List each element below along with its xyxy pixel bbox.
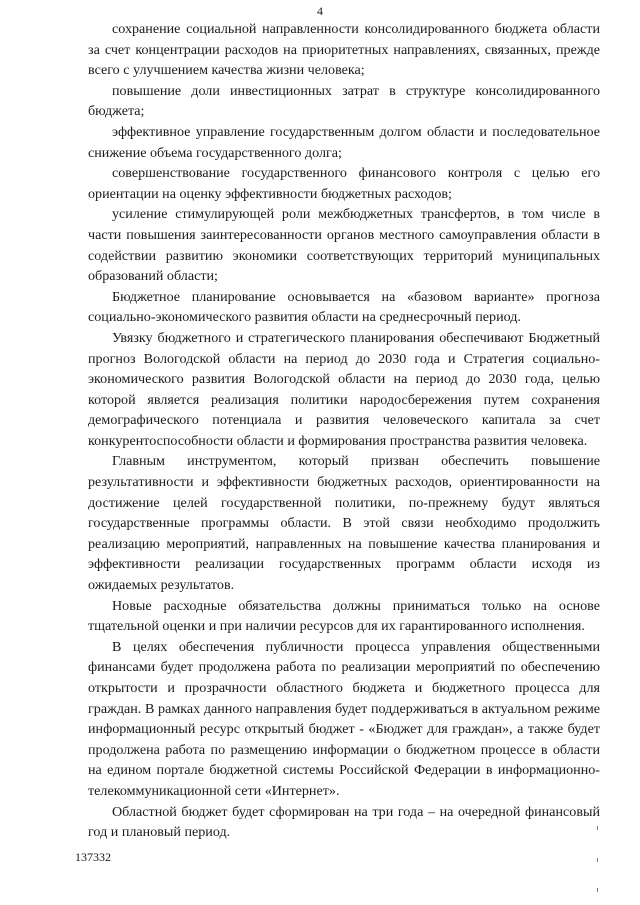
page-number: 4 bbox=[317, 4, 323, 18]
scan-edge-mark bbox=[597, 888, 598, 892]
paragraph-budget-transparency: В целях обеспечения публичности процесса управления общественными финансами будет продолжена работа по реализации мероприятий по обеспечению открытости и прозрачности областного бюджета и бюджетного процесса для граждан. В рамках данного направления будет поддерживаться в актуальном режиме информационный ресурс открытый бюджет - «Бюджет для граждан», а также будет продолжена работа по размещению информации о бюджетном процессе в области на едином портале бюджетной системы Российской Федерации в информационно-телекоммуникационной сети «Интернет». bbox=[88, 638, 600, 799]
paragraph-three-year-budget: Областной бюджет будет сформирован на три года – на очередной финансовый год и плановый период. bbox=[88, 803, 600, 841]
paragraph-budget-planning: Бюджетное планирование основывается на «базовом варианте» прогноза социально-экономического развития области на среднесрочный период. bbox=[88, 288, 600, 326]
paragraph-strategic-planning: Увязку бюджетного и стратегического планирования обеспечивают Бюджетный прогноз Вологодской области на период до 2030 года и Стратегия социально-экономического развития Вологодской области на период до 2030 года, целью которой является реализация политики народосбережения путем сохранения демографического потенциала и развития человеческого капитала за счет конкурентоспособности области и формирования пространства развития человека. bbox=[88, 329, 600, 449]
paragraph-state-programs: Главным инструментом, который призван обеспечить повышение результативности и эффективности бюджетных расходов, ориентированности на достижение целей государственной политики, по-прежнему будут являться государственные программы области. В этой связи необходимо продолжить реализацию мероприятий, направленных на повышение качества планирования и эффективности реализации государственных программ области исходя из ожидаемых результатов. bbox=[88, 453, 600, 594]
paragraph-debt-management: эффективное управление государственным долгом области и последовательное снижение объема государственного долга; bbox=[88, 123, 600, 161]
document-body bbox=[88, 19, 600, 843]
paragraph-financial-control: совершенствование государственного финансового контроля с целью его ориентации на оценку эффективности бюджетных расходов; bbox=[88, 165, 600, 202]
paragraph-interbudget-transfers: усиление стимулирующей роли межбюджетных трансфертов, в том числе в части повышения заинтересованности органов местного самоуправления области в содействии развитию экономики соответствующих территорий муниципальных образований области; bbox=[88, 206, 600, 285]
scan-edge-mark bbox=[597, 858, 598, 862]
paragraph-social-orientation: сохранение социальной направленности консолидированного бюджета области за счет концентрации расходов на приоритетных направлениях, связанных, прежде всего с улучшением качества жизни человека; bbox=[88, 21, 600, 79]
paragraph-new-obligations: Новые расходные обязательства должны приниматься только на основе тщательной оценки и при наличии ресурсов для их гарантированного исполнения. bbox=[88, 597, 600, 635]
paragraph-investment-share: повышение доли инвестиционных затрат в структуре консолидированного бюджета; bbox=[88, 82, 600, 120]
scan-edge-mark bbox=[597, 826, 598, 830]
document-code: 137332 bbox=[75, 850, 111, 864]
